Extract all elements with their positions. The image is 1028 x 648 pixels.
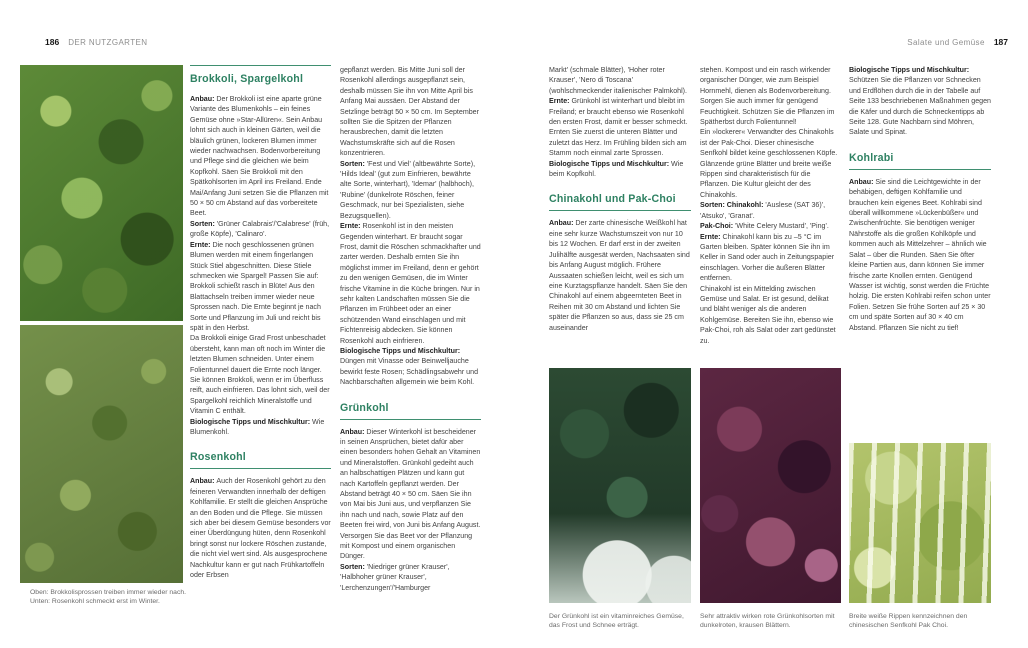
running-head-right xyxy=(907,37,1008,47)
paragraph-lead: Anbau: xyxy=(549,219,576,228)
paragraph: Sorten: Chinakohl: 'Auslese (SAT 36)', 'Atsuko', 'Granat'. xyxy=(700,201,826,220)
running-head-left xyxy=(45,37,147,47)
paragraph: stehen. Kompost und ein rasch wirkender organischer Dünger, wie zum Beispiel Hornmehl, dienen als Bodenvorbereitung. Sorgen Sie auch immer für genügend Feuchtigkeit. Schützen Sie die Pflanzen im Spätherbst durch Folientunnel! xyxy=(700,66,835,127)
photo-broccoli-sprouts xyxy=(20,65,183,321)
section-heading: Grünkohl xyxy=(340,402,481,420)
paragraph-lead: Biologische Tipps und Mischkultur: xyxy=(190,417,313,426)
photo-pak-choi xyxy=(849,443,991,603)
paragraph-lead: Anbau: xyxy=(340,427,367,436)
section-heading: Brokkoli, Spargelkohl xyxy=(190,65,331,87)
paragraph: Biologische Tipps und Mischkultur: Wie Blumenkohl. xyxy=(190,417,325,436)
paragraph: Sorten: 'Fest und Viel' (altbewährte Sorte), 'Hilds Ideal' (gut zum Einfrieren, bewährte alte Sorte, winterhart), 'Idemar' (halbhoch), 'Rubine' (dunkelrote Röschen, feiner Geschmack, nur bei Spezialisten, siehe Bezugsquellen). xyxy=(340,159,476,220)
paragraph: Da Brokkoli einige Grad Frost unbeschadet übersteht, kann man oft noch im Winter die letzten Blumen schneiden. Unter einem Folientunnel dauert die Ernte noch länger. Sie können Brokkoli, wenn er im Überfluss reift, auch einfrieren. Das lohnt sich, weil der Spargelkohl reichlich Mineralstoffe und Vitamin C enthält. xyxy=(190,334,330,416)
paragraph-lead: Ernte: xyxy=(700,232,723,241)
paragraph: Anbau: Dieser Winterkohl ist bescheidener in seinen Ansprüchen, bietet dafür aber einen besonders hohen Gehalt an Vitaminen und Mineralstoffen. Grünkohl gedeiht auch an halbschattigen Plätzen und kann gut nach Kartoffeln gepflanzt werden. Der Abstand beträgt 40 × 50 cm. Säen Sie ihn von Mai bis Juni aus, und verpflanzen Sie ihn nach und nach, sowie Platz auf den Beeten frei wird, von Juni bis Anfang August. Versorgen Sie das Beet vor der Pflanzung mit Kompost und einem organischen Dünger. xyxy=(340,427,481,561)
caption-line-unten: Unten: Rosenkohl schmeckt erst im Winter. xyxy=(30,598,160,606)
paragraph: gepflanzt werden. Bis Mitte Juni soll der Rosenkohl allerdings ausgepflanzt sein, deshalb müssen Sie ihn von Mitte April bis Anfang Mai aussäen. Der Abstand der Setzlinge beträgt 50 × 50 cm. Im September sollten Sie die Spitzen der Pflanzen herausbrechen, damit die letzten Wachstumskräfte sich auf die Rosen konzentrieren. xyxy=(340,66,479,158)
paragraph: Ernte: Die noch geschlossenen grünen Blumen werden mit einem fingerlangen Stück Stiel abgeschnitten. Diese Stiele schmecken wie Spargel! Passen Sie auf: Brokkoli schießt rasch in Blüte! Aus den Blattachseln treiben immer wieder neue Sprossen nach. Die Ernte beginnt je nach Sorte und Pflanzung im Juli und reicht bis spät in den Herbst. xyxy=(190,240,321,332)
paragraph-lead: Pak-Choi: xyxy=(700,222,736,231)
chapter-title-left: DER NUTZGARTEN xyxy=(68,38,148,47)
chapter-title-right: Salate und Gemüse xyxy=(907,38,985,47)
photo-gruenkohl-frost xyxy=(549,368,691,603)
paragraph: Sorten: 'Niedriger grüner Krauser', 'Halbhoher grüner Krauser', 'Lerchenzungen'/'Hamburger xyxy=(340,562,450,592)
photo-caption-left xyxy=(30,588,190,607)
paragraph-lead: Ernte: xyxy=(340,222,363,231)
paragraph-lead: Biologische Tipps und Mischkultur: xyxy=(849,66,970,74)
paragraph: Markt' (schmale Blätter), 'Hoher roter Krauser', 'Nero di Toscana' (wohlschmeckender italienischer Palmkohl). xyxy=(549,66,687,95)
photo-rosenkohl xyxy=(20,325,183,583)
paragraph: Pak-Choi: 'White Celery Mustard', 'Ping'. xyxy=(700,222,829,231)
text-column-3 xyxy=(549,65,691,333)
photo-caption-roter-gruenkohl: Sehr attraktiv wirken rote Grünkohlsorten mit dunkelroten, krausen Blättern. xyxy=(700,613,835,630)
section-heading: Chinakohl und Pak-Choi xyxy=(549,193,691,211)
paragraph: Ein »lockerer« Verwandter des Chinakohls ist der Pak-Choi. Dieser chinesische Senfkohl bildet keine geschlossenen Köpfe. Glänzende grüne Blätter und breite weiße Rippen sind charakteristisch für die Pflanzen. Die Kultur gleicht der des Chinakohls. xyxy=(700,128,838,199)
paragraph-lead: Biologische Tipps und Mischkultur: xyxy=(340,346,461,355)
paragraph-lead: Anbau: xyxy=(190,95,217,103)
page-number-left: 186 xyxy=(45,37,60,47)
section-heading: Kohlrabi xyxy=(849,152,991,170)
paragraph-lead: Sorten: xyxy=(340,159,367,168)
paragraph-lead: Sorten: xyxy=(190,219,217,228)
paragraph: Chinakohl ist ein Mittelding zwischen Gemüse und Salat. Er ist gesund, delikat und bläht weniger als die anderen Kohlgemüse. Bereiten Sie ihn, ebenso wie Pak-Choi, roh als Salat oder zart gedünstet zu. xyxy=(700,284,836,345)
paragraph: Sorten: 'Grüner Calabrais'/'Calabrese' (früh, große Köpfe), 'Calinaro'. xyxy=(190,219,330,239)
paragraph: Ernte: Grünkohl ist winterhart und bleibt im Freiland; er braucht ebenso wie Rosenkohl den ersten Frost, damit er besser schmeckt. Ernten Sie zuerst die unteren Blätter und zuletzt das Herz. Im Frühling bilden sich am Stamm noch einmal zarte Sprossen. xyxy=(549,97,688,158)
paragraph-lead: Ernte: xyxy=(190,240,213,249)
paragraph: Anbau: Der zarte chinesische Weißkohl hat eine sehr kurze Wachstumszeit von nur 10 bis 12 Wochen. Er darf erst in der zweiten Julihälfte ausgesät werden, Nachsaaten sind bis Anfang August möglich. Frühere Aussaaten schießen leicht, weil es sich um eine Kurztagspflanze handelt. Säen Sie den Chinakohl auf einem abgeernteten Beet in Reihen mit 30 cm Abstand und lichten Sie später die Pflanzen so aus, dass sie 25 cm auseinander xyxy=(549,219,690,332)
paragraph-lead: Sorten: Chinakohl: xyxy=(700,201,766,210)
section-heading: Rosenkohl xyxy=(190,451,331,469)
paragraph-lead: Sorten: xyxy=(340,562,367,571)
text-column-2 xyxy=(340,65,481,593)
paragraph: Ernte: Chinakohl kann bis zu –5 °C im Garten bleiben. Später können Sie ihn im Keller in Sand oder auch in Zeitungspapier einschlagen. Vorher die äußeren Blätter entfernen. xyxy=(700,232,835,283)
paragraph-lead: Ernte: xyxy=(549,97,572,106)
paragraph: Biologische Tipps und Mischkultur: Wie beim Kopfkohl. xyxy=(549,159,684,179)
text-column-1 xyxy=(190,65,331,580)
photo-caption-pak-choi: Breite weiße Rippen kennzeichnen den chinesischen Senfkohl Pak Choi. xyxy=(849,613,968,630)
paragraph: Anbau: Auch der Rosenkohl gehört zu den feineren Verwandten innerhalb der deftigen Kohlfamilie. Er stellt die gleichen Ansprüche an den Boden und die Pflege. Sie müssen sich aber bei diesem Gemüse besonders vor einer Überdüngung hüten, denn Rosenkohl bringt sonst nur lockere Röschen zustande, die nicht viel wert sind. Als ausgesprochene Nachkultur kann er gut nach Frühkartoffeln oder Erbsen xyxy=(190,477,331,580)
caption-line-oben: Oben: Brokkolisprossen treiben immer wieder nach. xyxy=(30,589,187,596)
paragraph: Biologische Tipps und Mischkultur: Schützen Sie die Pflanzen vor Schnecken und Erdflöhen durch die in der Tabelle auf Seite 133 beschriebenen Maßnahmen gegen die Käfer und durch die Schneckentipps ab Seite 128. Gute Nachbarn sind Möhren, Salate und Spinat. xyxy=(849,66,991,137)
photo-roter-gruenkohl xyxy=(700,368,841,603)
paragraph: Anbau: Der Brokkoli ist eine aparte grüne Variante des Blumenkohls – ein feines Gemüse ohne »Star-Allüren«. Sein Anbau lohnt sich auch in kleinen Gärten, weil die bläulich grünen, lockeren Blumen immer wieder nachwachsen. Bodenvorbereitung und Pflege sind die gleichen wie beim Kopfkohl. Säen Sie Brokkoli mit den Spätkohlsorten im April ins Freiland. Ende Mai/Anfang Juni setzen Sie die Pflanzen mit 50 × 50 cm Abstand auf das vorbereitete Beet. xyxy=(190,95,329,218)
paragraph: Ernte: Rosenkohl ist in den meisten Gegenden winterhart. Er braucht sogar Frost, damit die Röschen schmackhafter und zarter werden. Deshalb ernten Sie ihn möglichst immer im Freiland, denn er gehört zu den wenigen Gemüsen, die im Winter frische Vitamine in die Küche bringen. Nur in sehr kalten Landschaften müssen Sie die Pflanzen im Frühbeet oder an einer schützenden Wand einschlagen und mit Fichtenreisig abdecken. Sie können Rosenkohl auch einfrieren. xyxy=(340,222,481,345)
paragraph-lead: Anbau: xyxy=(190,477,217,486)
paragraph-lead: Anbau: xyxy=(849,177,876,186)
text-column-4 xyxy=(700,65,841,346)
photo-caption-gruenkohl: Der Grünkohl ist ein vitaminreiches Gemüse, das Frost und Schnee erträgt. xyxy=(549,613,684,630)
paragraph-lead: Biologische Tipps und Mischkultur: xyxy=(549,159,672,168)
text-column-5 xyxy=(849,65,991,333)
paragraph: Anbau: Sie sind die Leichtgewichte in der behäbigen, deftigen Kohlfamilie und brauchen kein eigenes Beet. Kohlrabi sind überall willkommene »Lückenbüßer« und Zwischenfrüchte. Sie benötigen weniger Nährstoffe als die großen Kohlköpfe und kommen auch als Mittelzehrer – ähnlich wie Salat – über die Runden. Säen Sie öfter kleine Partien aus, dann können Sie immer frische zarte Knollen ernten. Genügend Wasser ist wichtig, sonst werden die Früchte holzig. Die ersten Kohlrabi reifen schon unter Folien. Setzen Sie frühe Sorten auf 25 × 30 cm und späte Sorten auf 30 × 40 cm Abstand. Pflanzen Sie nicht zu tief! xyxy=(849,177,991,332)
page-number-right: 187 xyxy=(993,37,1008,47)
paragraph: Biologische Tipps und Mischkultur: Düngen mit Vinasse oder Beinwelljauche bewirkt feste Rosen; Schädlingsabwehr und Nachbarschaften allgemein wie beim Kohl. xyxy=(340,346,479,387)
